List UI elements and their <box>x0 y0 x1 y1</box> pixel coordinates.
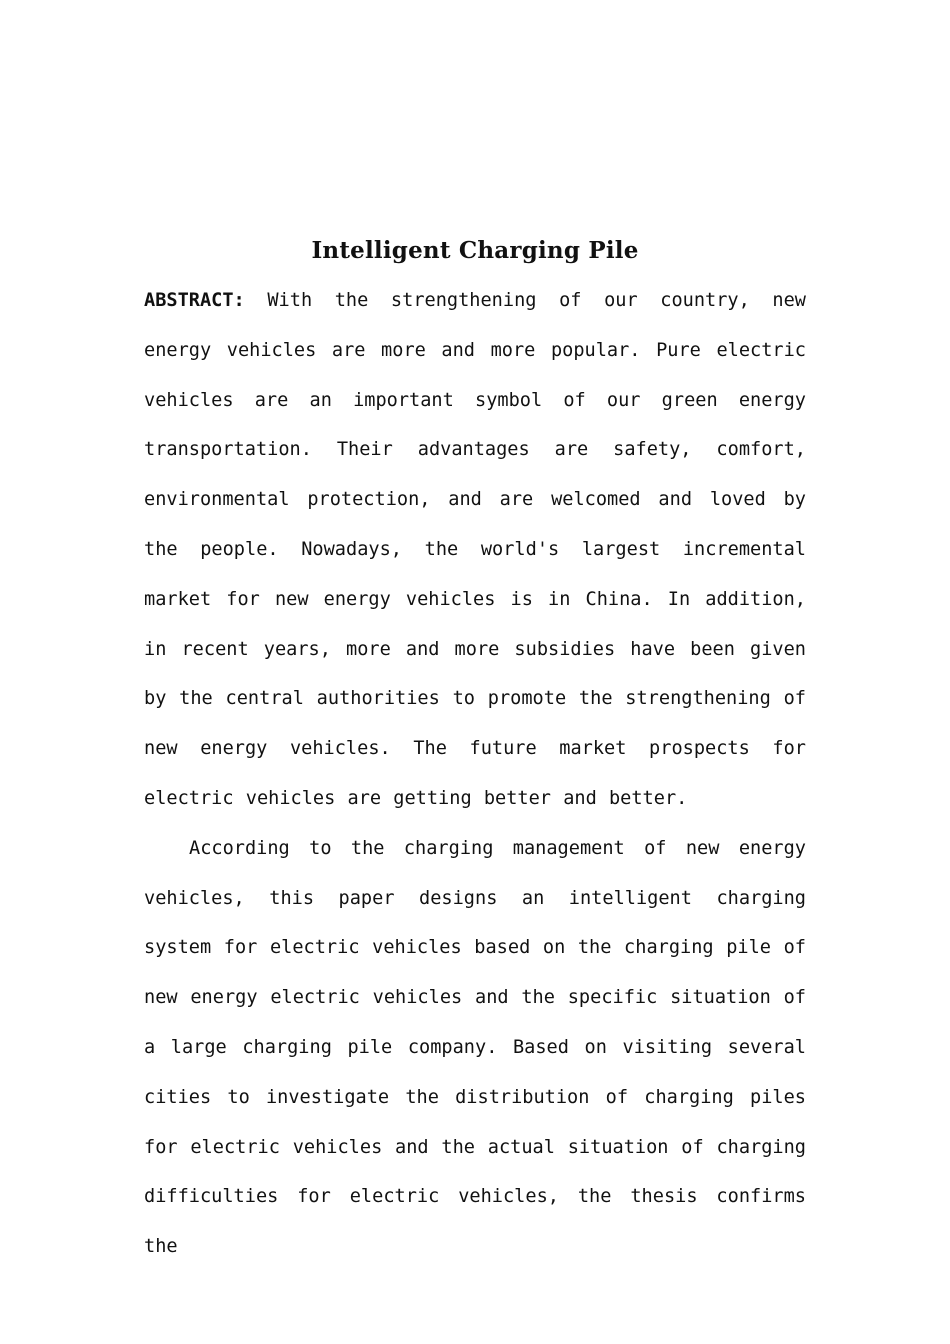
paper-title: Intelligent Charging Pile <box>311 237 639 264</box>
abstract-paragraph <box>144 276 806 824</box>
abstract-section <box>144 276 806 1272</box>
abstract-label: ABSTRACT: <box>144 290 245 311</box>
body-paragraph: According to the charging management of new energy vehicles, this paper designs an intelligent charging system for electric vehicles based on the charging pile of new energy electric vehicles and the specific situation of a large charging pile company. Based on visiting several cities to investigate the distribution of charging piles for electric vehicles and the actual situation of charging difficulties for electric vehicles, the thesis confirms the <box>144 837 806 1258</box>
abstract-text: With the strengthening of our country, new energy vehicles are more and more popular. Pure electric vehicles are an important symbol of our green energy transportation. Their advantages are safety, comfort, environmental protection, and are welcomed and loved by the people. Nowadays, the world's largest incremental market for new energy vehicles is in China. In addition, in recent years, more and more subsidies have been given by the central authorities to promote the strengthening of new energy vehicles. The future market prospects for electric vehicles are getting better and better. <box>144 290 806 809</box>
